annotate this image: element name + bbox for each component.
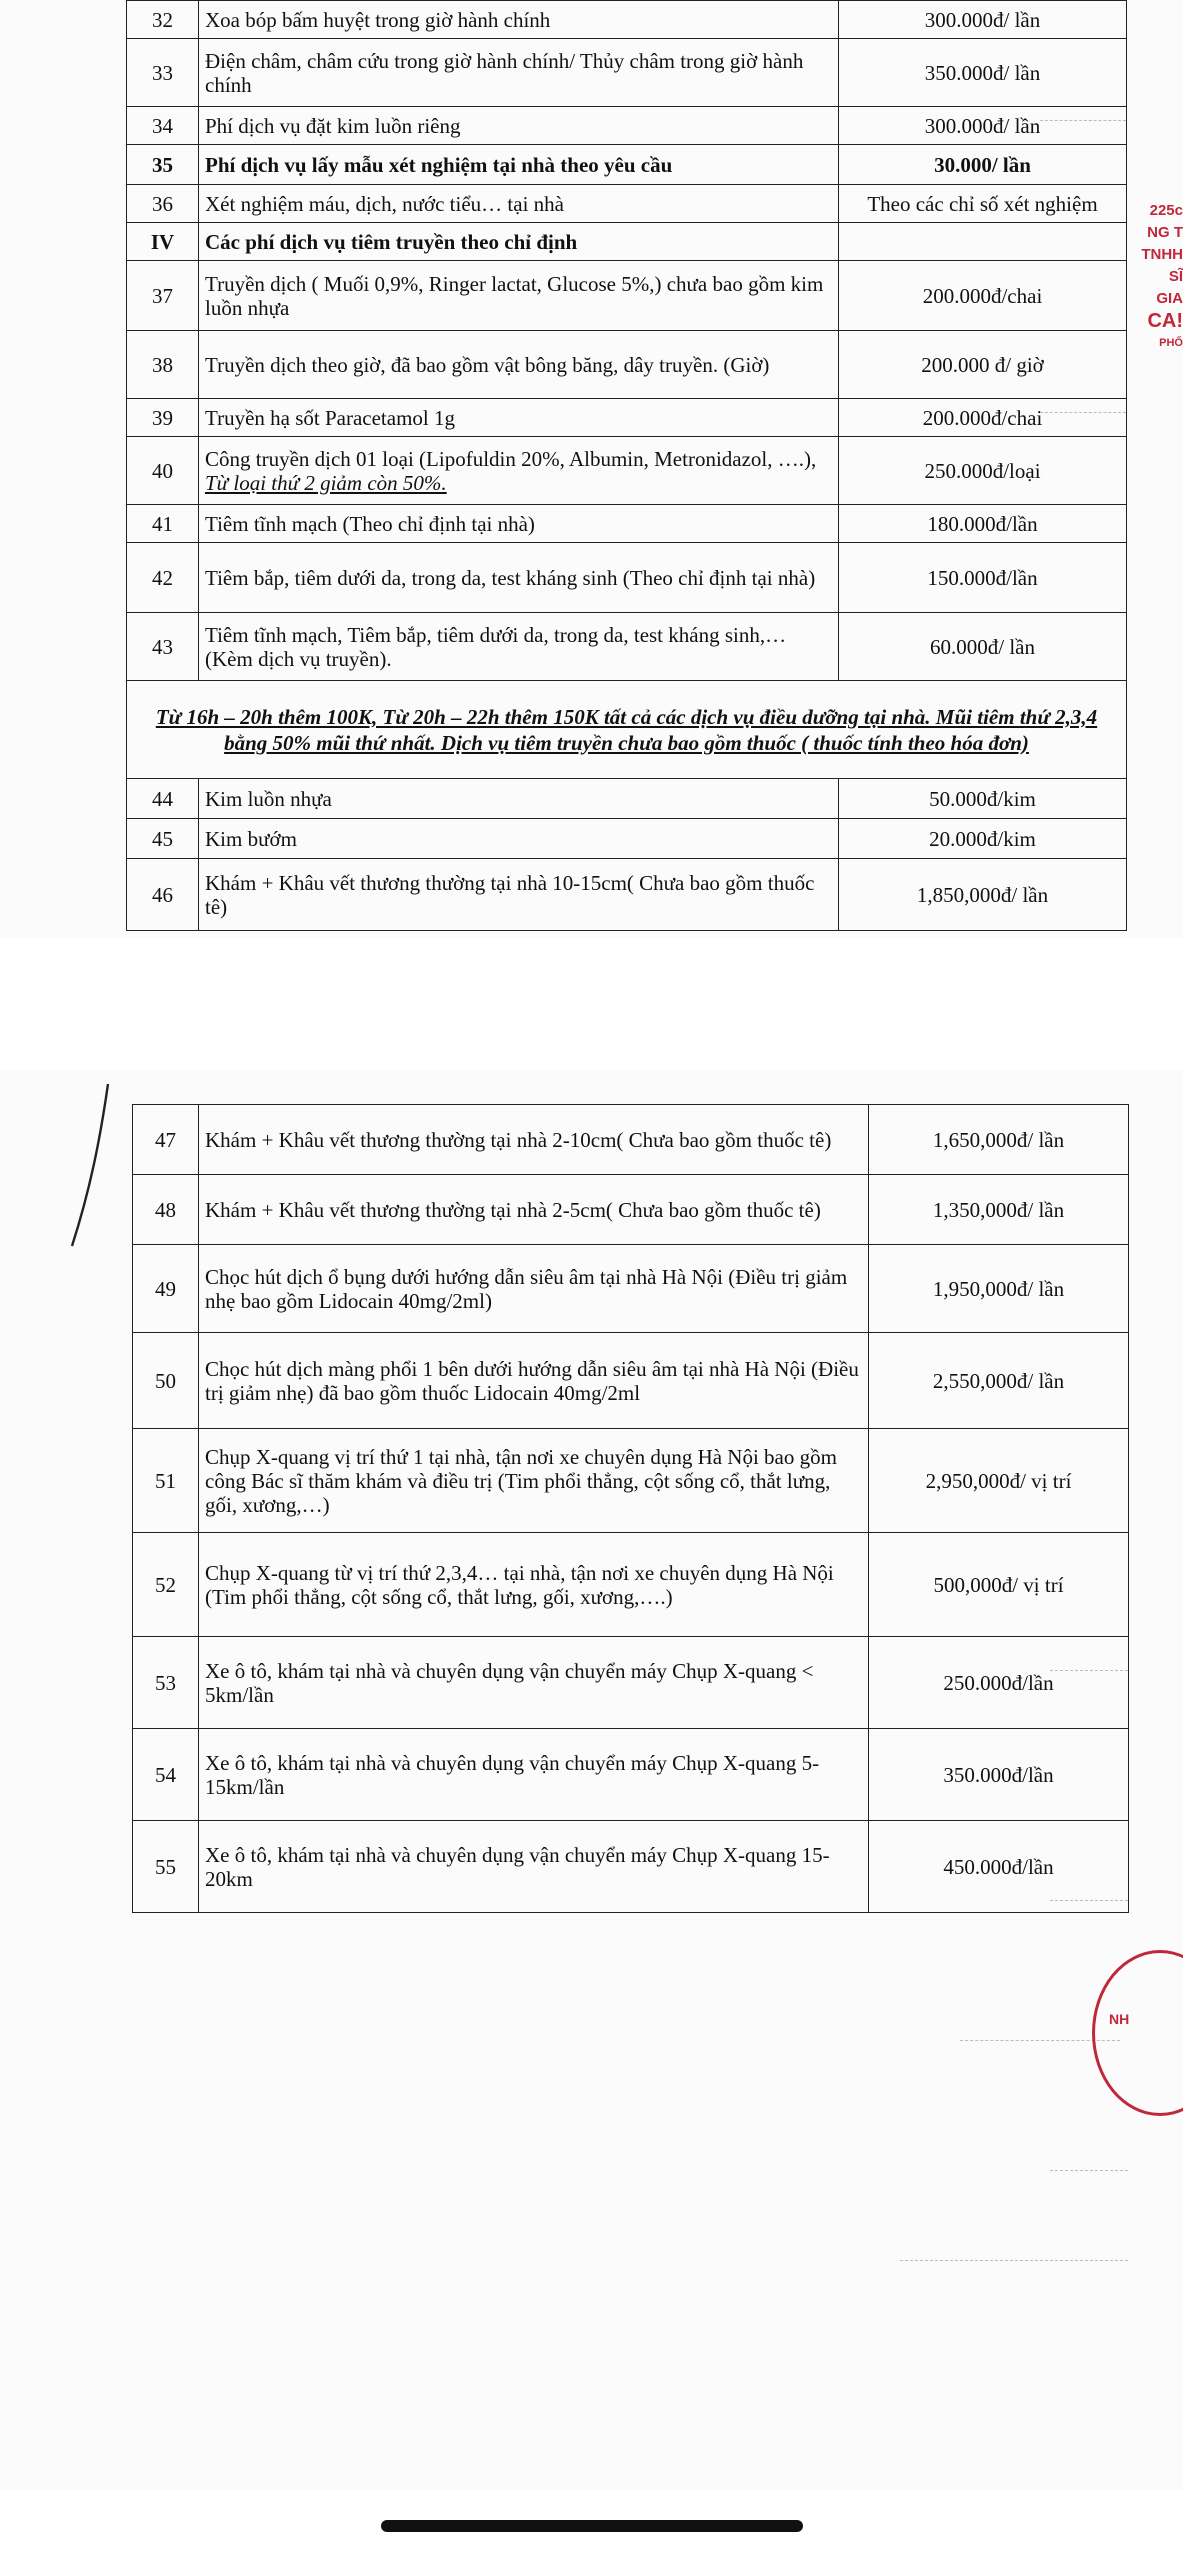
service-price: 200.000đ/chai: [839, 399, 1127, 437]
section-title: Các phí dịch vụ tiêm truyền theo chỉ định: [199, 223, 839, 261]
service-name: Chụp X-quang vị trí thứ 1 tại nhà, tận nơi xe chuyên dụng Hà Nội bao gồm công Bác sĩ thăm khám và điều trị (Tim phổi thẳng, cột sống cổ, thắt lưng, gối, xương,…): [199, 1429, 869, 1533]
row-number: 35: [127, 145, 199, 185]
service-price: 1,850,000đ/ lần: [839, 859, 1127, 931]
table-row: [133, 1245, 1129, 1333]
service-name: Phí dịch vụ đặt kim luồn riêng: [199, 107, 839, 145]
home-indicator: [381, 2520, 803, 2532]
row-number: 38: [127, 331, 199, 399]
service-name: [199, 437, 839, 505]
service-name: Xét nghiệm máu, dịch, nước tiểu… tại nhà: [199, 185, 839, 223]
table-row: [133, 1729, 1129, 1821]
service-price: 180.000đ/lần: [839, 505, 1127, 543]
stamp-text: NG T: [1147, 224, 1183, 241]
row-number: 53: [133, 1637, 199, 1729]
section-row: [127, 223, 1127, 261]
row-number: 48: [133, 1175, 199, 1245]
service-price: 200.000đ/chai: [839, 261, 1127, 331]
table-row: [133, 1637, 1129, 1729]
surcharge-note: Từ 16h – 20h thêm 100K, Từ 20h – 22h thêm 150K tất cả các dịch vụ điều dưỡng tại nhà. Mũi tiêm thứ 2,3,4 bằng 50% mũi thứ nhất. Dịch vụ tiêm truyền chưa bao gồm thuốc ( thuốc tính theo hóa đơn): [127, 681, 1127, 779]
service-price: 20.000đ/kim: [839, 819, 1127, 859]
row-number: 52: [133, 1533, 199, 1637]
row-number: 46: [127, 859, 199, 931]
service-price: 500,000đ/ vị trí: [869, 1533, 1129, 1637]
red-stamp-fragment: [1141, 200, 1183, 400]
service-name: Khám + Khâu vết thương thường tại nhà 2-10cm( Chưa bao gồm thuốc tê): [199, 1105, 869, 1175]
row-number: 45: [127, 819, 199, 859]
row-number: 50: [133, 1333, 199, 1429]
row-number: 47: [133, 1105, 199, 1175]
faint-dashed-line: [1050, 2170, 1128, 2171]
service-price: 450.000đ/lần: [869, 1821, 1129, 1913]
service-name: Khám + Khâu vết thương thường tại nhà 2-5cm( Chưa bao gồm thuốc tê): [199, 1175, 869, 1245]
service-price: Theo các chỉ số xét nghiệm: [839, 185, 1127, 223]
row-number: 42: [127, 543, 199, 613]
table-row: [133, 1821, 1129, 1913]
service-price: 1,350,000đ/ lần: [869, 1175, 1129, 1245]
faint-dashed-line: [1040, 120, 1126, 121]
service-name: Kim luồn nhựa: [199, 779, 839, 819]
table-row: [127, 437, 1127, 505]
table-row: [127, 261, 1127, 331]
table-row: [127, 543, 1127, 613]
table-row: [133, 1105, 1129, 1175]
service-name: Xe ô tô, khám tại nhà và chuyên dụng vận chuyển máy Chụp X-quang 5-15km/lần: [199, 1729, 869, 1821]
document-page-2: [0, 1070, 1183, 2490]
table-row: [133, 1533, 1129, 1637]
row-number: 51: [133, 1429, 199, 1533]
table-row: [127, 819, 1127, 859]
service-price: 250.000đ/lần: [869, 1637, 1129, 1729]
service-price: [839, 223, 1127, 261]
service-name: Chọc hút dịch màng phổi 1 bên dưới hướng dẫn siêu âm tại nhà Hà Nội (Điều trị giảm nhẹ) đã bao gồm thuốc Lidocain 40mg/2ml: [199, 1333, 869, 1429]
service-name: Chọc hút dịch ổ bụng dưới hướng dẫn siêu âm tại nhà Hà Nội (Điều trị giảm nhẹ bao gồm Lidocain 40mg/2ml): [199, 1245, 869, 1333]
faint-dashed-line: [1050, 1670, 1128, 1671]
service-name: Phí dịch vụ lấy mẫu xét nghiệm tại nhà theo yêu cầu: [199, 145, 839, 185]
seal-text: NH: [1109, 2011, 1130, 2027]
service-name: Khám + Khâu vết thương thường tại nhà 10-15cm( Chưa bao gồm thuốc tê): [199, 859, 839, 931]
service-price: 200.000 đ/ giờ: [839, 331, 1127, 399]
service-price: 300.000đ/ lần: [839, 107, 1127, 145]
service-price: 2,950,000đ/ vị trí: [869, 1429, 1129, 1533]
margin-pen-mark: [60, 1080, 120, 1250]
faint-dashed-line: [1050, 1900, 1128, 1901]
table-row: [127, 779, 1127, 819]
fee-table-2: [132, 1104, 1129, 1913]
service-price: 350.000đ/ lần: [839, 39, 1127, 107]
service-name: Truyền dịch theo giờ, đã bao gồm vật bông băng, dây truyền. (Giờ): [199, 331, 839, 399]
table-row: [127, 399, 1127, 437]
row-number: 44: [127, 779, 199, 819]
row-number: 49: [133, 1245, 199, 1333]
row-number: 40: [127, 437, 199, 505]
row-number: 36: [127, 185, 199, 223]
table-row: [127, 145, 1127, 185]
row-number: 37: [127, 261, 199, 331]
faint-dashed-line: [1040, 412, 1126, 413]
service-name-text: Công truyền dịch 01 loại (Lipofuldin 20%, Albumin, Metronidazol, ….),: [205, 446, 817, 471]
row-number: 41: [127, 505, 199, 543]
table-row: [127, 613, 1127, 681]
page-gap: [0, 938, 1183, 1070]
table-row: [127, 1, 1127, 39]
table-row: [127, 107, 1127, 145]
table-row: [127, 39, 1127, 107]
table-row: [133, 1429, 1129, 1533]
table-row: [127, 859, 1127, 931]
service-name: Truyền hạ sốt Paracetamol 1g: [199, 399, 839, 437]
table-row: [133, 1175, 1129, 1245]
service-price: 1,650,000đ/ lần: [869, 1105, 1129, 1175]
stamp-text: PHỐ: [1159, 337, 1183, 349]
service-name: Tiêm bắp, tiêm dưới da, trong da, test kháng sinh (Theo chỉ định tại nhà): [199, 543, 839, 613]
section-number: IV: [127, 223, 199, 261]
document-page-1: [0, 0, 1183, 938]
table-row: [127, 331, 1127, 399]
stamp-text: TNHH: [1141, 246, 1183, 263]
stamp-text: CA!: [1147, 310, 1183, 332]
service-name: Chụp X-quang từ vị trí thứ 2,3,4… tại nhà, tận nơi xe chuyên dụng Hà Nội (Tim phổi thẳng, cột sống cổ, thắt lưng, gối, xương,….): [199, 1533, 869, 1637]
service-price: 350.000đ/lần: [869, 1729, 1129, 1821]
service-price: 2,550,000đ/ lần: [869, 1333, 1129, 1429]
discount-note: Từ loại thứ 2 giảm còn 50%.: [205, 470, 447, 495]
service-price: 30.000/ lần: [839, 145, 1127, 185]
service-price: 300.000đ/ lần: [839, 1, 1127, 39]
service-name: Kim bướm: [199, 819, 839, 859]
service-price: 150.000đ/lần: [839, 543, 1127, 613]
stamp-text: SĨ GIA: [1156, 268, 1183, 307]
table-row: [127, 505, 1127, 543]
row-number: 32: [127, 1, 199, 39]
stamp-text: 225c: [1149, 202, 1183, 219]
note-row: [127, 681, 1127, 779]
service-name: Xe ô tô, khám tại nhà và chuyên dụng vận chuyển máy Chụp X-quang < 5km/lần: [199, 1637, 869, 1729]
row-number: 34: [127, 107, 199, 145]
row-number: 39: [127, 399, 199, 437]
fee-table-1: [126, 0, 1127, 931]
service-price: 1,950,000đ/ lần: [869, 1245, 1129, 1333]
service-name: Xe ô tô, khám tại nhà và chuyên dụng vận chuyển máy Chụp X-quang 15-20km: [199, 1821, 869, 1913]
row-number: 43: [127, 613, 199, 681]
service-name: Xoa bóp bấm huyệt trong giờ hành chính: [199, 1, 839, 39]
table-row: [127, 185, 1127, 223]
service-price: 250.000đ/loại: [839, 437, 1127, 505]
service-name: Điện châm, châm cứu trong giờ hành chính/ Thủy châm trong giờ hành chính: [199, 39, 839, 107]
service-name: Tiêm tĩnh mạch, Tiêm bắp, tiêm dưới da, trong da, test kháng sinh,… (Kèm dịch vụ truyền).: [199, 613, 839, 681]
row-number: 33: [127, 39, 199, 107]
table-row: [133, 1333, 1129, 1429]
row-number: 54: [133, 1729, 199, 1821]
service-price: 60.000đ/ lần: [839, 613, 1127, 681]
service-name: Tiêm tĩnh mạch (Theo chỉ định tại nhà): [199, 505, 839, 543]
service-price: 50.000đ/kim: [839, 779, 1127, 819]
row-number: 55: [133, 1821, 199, 1913]
faint-dashed-line: [900, 2260, 1128, 2261]
service-name: Truyền dịch ( Muối 0,9%, Ringer lactat, Glucose 5%,) chưa bao gồm kim luồn nhựa: [199, 261, 839, 331]
